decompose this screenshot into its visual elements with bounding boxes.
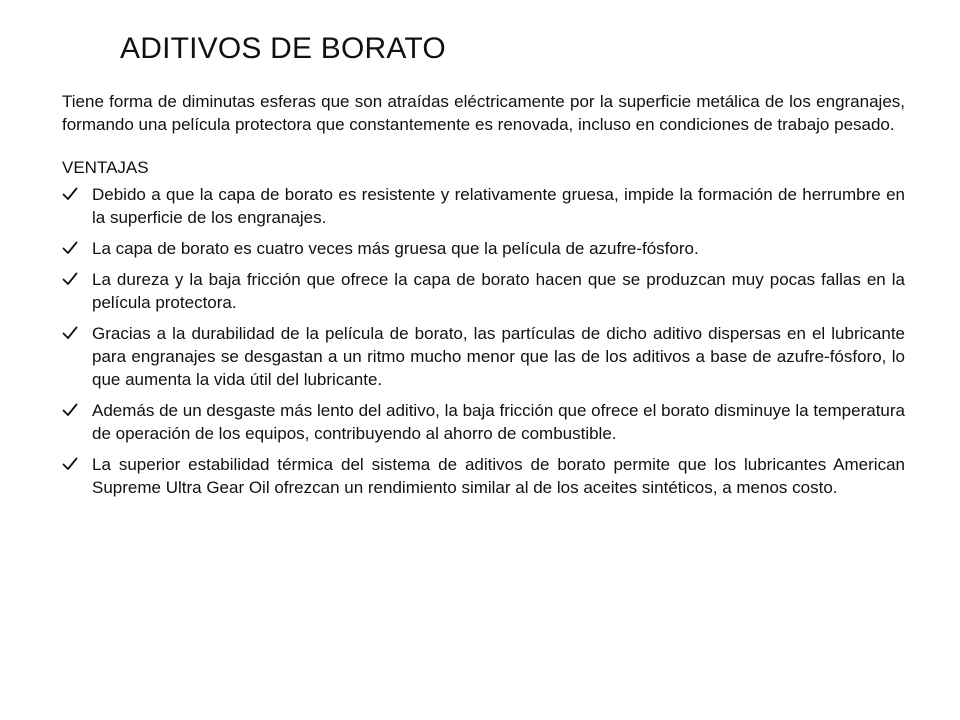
slide-content: [62, 90, 905, 507]
list-item-text: La dureza y la baja fricción que ofrece la capa de borato hacen que se produzcan muy pocas fallas en la película protectora.: [92, 270, 905, 312]
list-item-text: La capa de borato es cuatro veces más gruesa que la película de azufre-fósforo.: [92, 239, 699, 258]
section-heading: VENTAJAS: [62, 158, 149, 177]
list-item-text: La superior estabilidad térmica del sistema de aditivos de borato permite que los lubricantes American Supreme Ultra Gear Oil ofrezcan un rendimiento similar al de los aceites sintéticos, a menos costo.: [92, 455, 905, 497]
list-item: [62, 183, 905, 229]
list-item-text: Gracias a la durabilidad de la película de borato, las partículas de dicho aditivo dispersas en el lubricante para engranajes se desgastan a un ritmo mucho menor que las de los aditivos a base de azufre-fósforo, lo que aumenta la vida útil del lubricante.: [92, 324, 905, 389]
check-icon: [62, 271, 78, 287]
list-item: [62, 322, 905, 391]
intro-paragraph: Tiene forma de diminutas esferas que son atraídas eléctricamente por la superficie metálica de los engranajes, formando una película protectora que constantemente es renovada, incluso en condiciones de trabajo pesado.: [62, 92, 905, 134]
list-item-text: Además de un desgaste más lento del aditivo, la baja fricción que ofrece el borato disminuye la temperatura de operación de los equipos, contribuyendo al ahorro de combustible.: [92, 401, 905, 443]
slide-title: ADITIVOS DE BORATO: [120, 32, 446, 65]
check-icon: [62, 325, 78, 341]
list-item: [62, 237, 905, 260]
advantages-list: [62, 183, 905, 499]
list-item: [62, 399, 905, 445]
check-icon: [62, 240, 78, 256]
list-item-text: Debido a que la capa de borato es resistente y relativamente gruesa, impide la formación de herrumbre en la superficie de los engranajes.: [92, 185, 905, 227]
check-icon: [62, 456, 78, 472]
list-item: [62, 268, 905, 314]
list-item: [62, 453, 905, 499]
check-icon: [62, 186, 78, 202]
check-icon: [62, 402, 78, 418]
